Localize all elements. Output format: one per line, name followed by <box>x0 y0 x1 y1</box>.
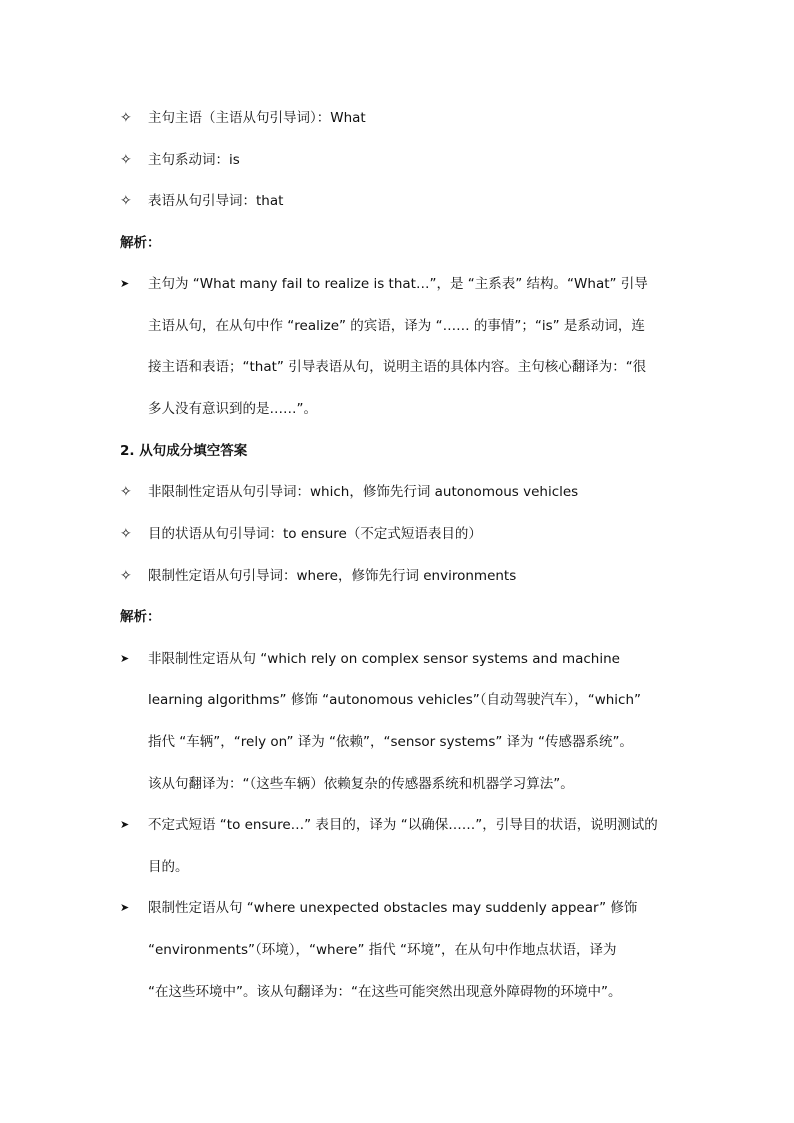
arrow-bullet-icon: ➤ <box>120 818 130 831</box>
paragraph-line: 接主语和表语；“that” 引导表语从句，说明主语的具体内容。主句核心翻译为：“很 <box>148 359 647 375</box>
list-item-text: 表语从句引导词：that <box>148 193 284 209</box>
paragraph-line: 主句为 “What many fail to realize is that…”，是 “主系表” 结构。“What” 引导 <box>148 276 648 292</box>
list-item-text: 非限制性定语从句引导词：which，修饰先行词 autonomous vehicles <box>148 484 579 500</box>
diamond-bullet-icon: ✧ <box>120 568 132 584</box>
paragraph-line: learning algorithms” 修饰 “autonomous vehicles”（自动驾驶汽车），“which” <box>148 692 642 708</box>
diamond-bullet-icon: ✧ <box>120 484 132 500</box>
diamond-bullet-icon: ✧ <box>120 152 132 168</box>
section-title: 2. 从句成分填空答案 <box>120 443 248 459</box>
arrow-bullet-icon: ➤ <box>120 901 130 914</box>
arrow-bullet-icon: ➤ <box>120 652 130 665</box>
diamond-bullet-icon: ✧ <box>120 110 132 126</box>
paragraph-line: 限制性定语从句 “where unexpected obstacles may suddenly appear” 修饰 <box>148 900 638 916</box>
paragraph-line: “environments”（环境），“where” 指代 “环境”，在从句中作地点状语，译为 <box>148 942 617 958</box>
diamond-bullet-icon: ✧ <box>120 526 132 542</box>
list-item-text: 限制性定语从句引导词：where，修饰先行词 environments <box>148 568 517 584</box>
paragraph-line: 该从句翻译为：“（这些车辆）依赖复杂的传感器系统和机器学习算法”。 <box>148 776 574 792</box>
paragraph-line: 目的。 <box>148 859 189 875</box>
paragraph-line: 多人没有意识到的是……”。 <box>148 401 317 417</box>
list-item-text: 主句主语（主语从句引导词）：What <box>148 110 366 126</box>
diamond-bullet-icon: ✧ <box>120 193 132 209</box>
paragraph-line: “在这些环境中”。该从句翻译为：“在这些可能突然出现意外障碍物的环境中”。 <box>148 984 622 1000</box>
arrow-bullet-icon: ➤ <box>120 277 130 290</box>
paragraph-line: 非限制性定语从句 “which rely on complex sensor systems and machine <box>148 651 620 667</box>
list-item-text: 目的状语从句引导词：to ensure（不定式短语表目的） <box>148 526 482 542</box>
list-item-text: 主句系动词：is <box>148 152 240 168</box>
paragraph-line: 指代 “车辆”，“rely on” 译为 “依赖”，“sensor systems” 译为 “传感器系统”。 <box>148 734 633 750</box>
analysis-label: 解析： <box>120 609 161 625</box>
paragraph-line: 不定式短语 “to ensure…” 表目的，译为 “以确保……”，引导目的状语，说明测试的 <box>148 817 658 833</box>
analysis-label: 解析： <box>120 235 161 251</box>
paragraph-line: 主语从句，在从句中作 “realize” 的宾语，译为 “…… 的事情”；“is” 是系动词，连 <box>148 318 645 334</box>
